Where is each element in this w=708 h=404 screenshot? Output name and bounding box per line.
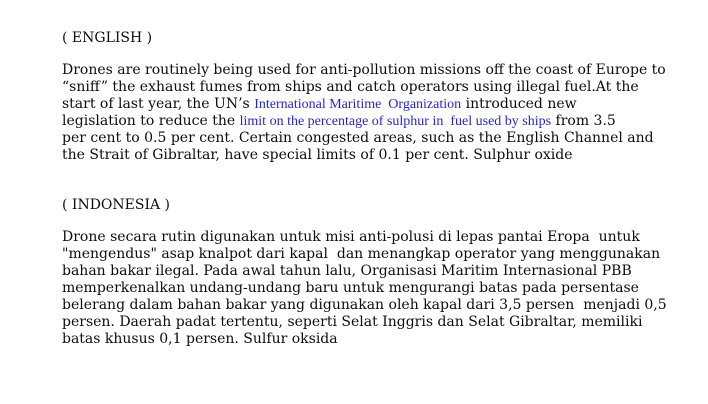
text-run: per cent to 0.5 per cent. Certain congested areas, such as the English Channel and xyxy=(62,130,654,146)
section-english xyxy=(62,30,678,164)
section-indonesia xyxy=(62,197,678,348)
text-run: Drones are routinely being used for anti-pollution missions off the coast of Europe to xyxy=(62,62,666,78)
text-line xyxy=(62,331,678,348)
text-run: belerang dalam bahan bakar yang digunakan oleh kapal dari 3,5 persen menjadi 0,5 xyxy=(62,297,667,313)
text-line xyxy=(62,147,678,164)
text-run: "mengendus" asap knalpot dari kapal dan menangkap operator yang menggunakan xyxy=(62,246,661,262)
hyperlink-text[interactable]: limit on the percentage of sulphur in fuel used by ships xyxy=(239,114,552,129)
text-line xyxy=(62,263,678,280)
paragraph-english xyxy=(62,62,678,164)
text-run: Drone secara rutin digunakan untuk misi anti-polusi di lepas pantai Eropa untuk xyxy=(62,229,640,245)
text-run: persen. Daerah padat tertentu, seperti Selat Inggris dan Selat Gibraltar, memiliki xyxy=(62,314,643,330)
text-line xyxy=(62,280,678,297)
text-run: memperkenalkan undang-undang baru untuk mengurangi batas pada persentase xyxy=(62,280,639,296)
text-run: “sniff” the exhaust fumes from ships and catch operators using illegal fuel.At the xyxy=(62,79,639,95)
text-run: bahan bakar ilegal. Pada awal tahun lalu, Organisasi Maritim Internasional PBB xyxy=(62,263,632,279)
text-line xyxy=(62,113,678,130)
hyperlink-text[interactable]: International Maritime Organization xyxy=(254,97,462,112)
text-line xyxy=(62,314,678,331)
text-run: introduced new xyxy=(461,96,577,112)
text-line xyxy=(62,297,678,314)
text-run: legislation to reduce the xyxy=(62,113,240,129)
text-line xyxy=(62,96,678,113)
text-line xyxy=(62,246,678,263)
section-heading-english: ( ENGLISH ) xyxy=(62,30,153,46)
text-line xyxy=(62,229,678,246)
text-run: the Strait of Gibraltar, have special limits of 0.1 per cent. Sulphur oxide xyxy=(62,147,573,163)
paragraph-indonesia xyxy=(62,229,678,348)
text-run: start of last year, the UN’s xyxy=(62,96,255,112)
text-run: from 3.5 xyxy=(551,113,616,129)
text-line xyxy=(62,79,678,96)
text-line xyxy=(62,62,678,79)
text-run: batas khusus 0,1 persen. Sulfur oksida xyxy=(62,331,338,347)
section-heading-indonesia: ( INDONESIA ) xyxy=(62,197,171,213)
text-line xyxy=(62,130,678,147)
